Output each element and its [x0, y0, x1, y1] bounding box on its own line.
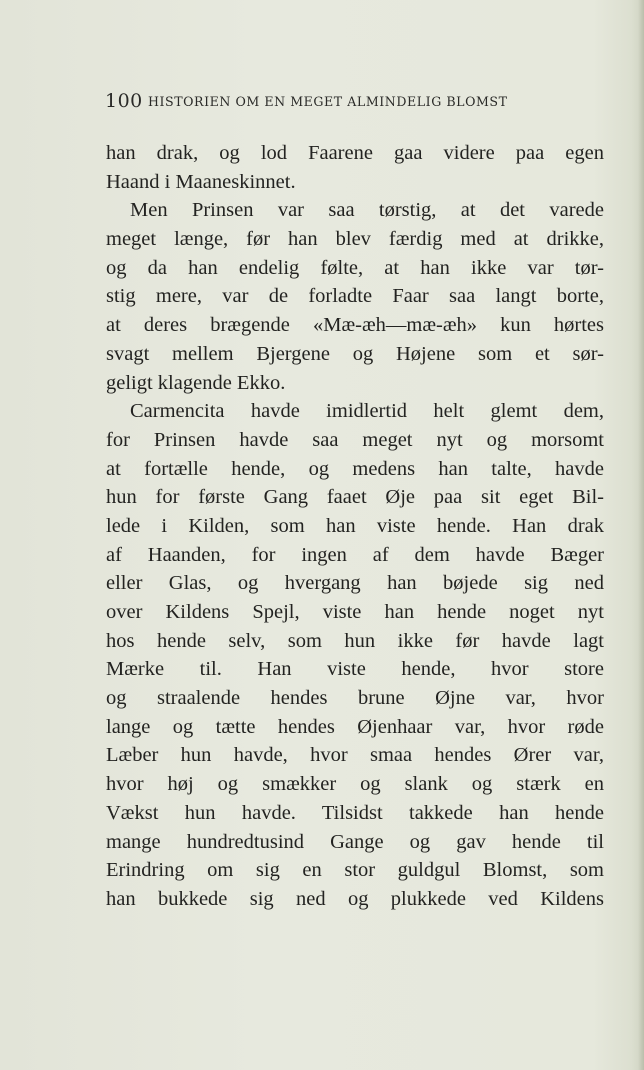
text-line: mange hundredtusind Gange og gav hende til	[106, 830, 604, 853]
text-line: meget længe, før han blev færdig med at drikke,	[106, 228, 604, 251]
text-line: hun for første Gang faaet Øje paa sit eget Bil-	[106, 486, 604, 509]
text-line: at fortælle hende, og medens han talte, havde	[106, 457, 604, 480]
text-line: Mærke til. Han viste hende, hvor store	[106, 658, 604, 681]
text-line: stig mere, var de forladte Faar saa langt borte,	[106, 285, 604, 308]
text-line: Haand i Maaneskinnet.	[106, 170, 296, 193]
text-line: han drak, og lod Faarene gaa videre paa egen	[106, 142, 604, 164]
page-number: 100	[105, 90, 143, 112]
text-line: svagt mellem Bjergene og Højene som et sør-	[106, 342, 604, 365]
text-line: han bukkede sig ned og plukkede ved Kildens	[106, 887, 604, 910]
running-header	[105, 88, 605, 114]
text-line: lede i Kilden, som han viste hende. Han drak	[106, 514, 604, 537]
text-line: Men Prinsen var saa tørstig, at det varede	[130, 199, 604, 222]
text-line: eller Glas, og hvergang han bøjede sig ned	[106, 572, 604, 595]
text-line: over Kildens Spejl, viste han hende noget nyt	[106, 601, 604, 623]
page-edge-shadow	[638, 0, 644, 1070]
text-line: af Haanden, for ingen af dem havde Bæger	[106, 543, 604, 566]
text-line: for Prinsen havde saa meget nyt og morsomt	[106, 428, 604, 451]
text-line: og straalende hendes brune Øjne var, hvor	[106, 687, 604, 710]
running-title: HISTORIEN OM EN MEGET ALMINDELIG BLOMST	[148, 94, 508, 109]
text-line: Carmencita havde imidlertid helt glemt dem,	[130, 400, 604, 423]
text-line: geligt klagende Ekko.	[106, 371, 286, 394]
text-line: Erindring om sig en stor guldgul Blomst, som	[106, 859, 604, 882]
body-text	[106, 139, 604, 914]
text-line: og da han endelig følte, at han ikke var tør-	[106, 256, 604, 279]
text-line: hvor høj og smækker og slank og stærk en	[106, 773, 604, 796]
text-line: Vækst hun havde. Tilsidst takkede han hende	[106, 801, 604, 824]
text-line: at deres brægende «Mæ-æh—mæ-æh» kun hørtes	[106, 314, 604, 337]
text-line: hos hende selv, som hun ikke før havde lagt	[106, 629, 604, 652]
text-line: lange og tætte hendes Øjenhaar var, hvor røde	[106, 715, 604, 738]
text-line: Læber hun havde, hvor smaa hendes Ører var,	[106, 744, 604, 767]
